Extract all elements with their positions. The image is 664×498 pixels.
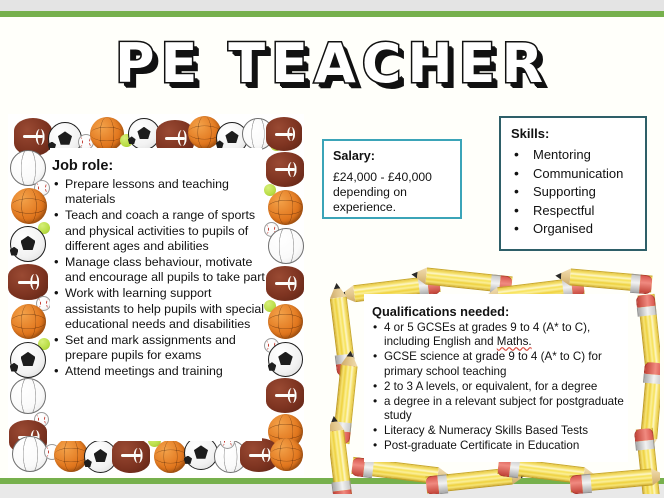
- list-item-text: a degree in a relevant subject for postgraduate study: [384, 394, 624, 422]
- misspelled-word: Maths.: [496, 335, 532, 349]
- list-item: [372, 350, 630, 379]
- list-item: [372, 439, 630, 453]
- slide-body: [0, 11, 664, 484]
- basketball-icon: [11, 188, 47, 224]
- job-role-heading: Job role:: [52, 158, 114, 174]
- football-icon: [266, 266, 304, 301]
- soccer-ball-icon: [268, 342, 303, 377]
- list-item-text: GCSE science at grade 9 to 4 (A* to C) for primary school teaching: [384, 350, 602, 378]
- list-item: • Mentoring: [511, 146, 639, 165]
- salary-heading: Salary:: [333, 149, 376, 163]
- basketball-icon: [11, 304, 46, 339]
- salary-box: [322, 139, 462, 219]
- football-icon: [266, 117, 302, 151]
- list-item-text: 2 to 3 A levels, or equivalent, for a degree: [384, 379, 598, 393]
- basketball-icon: [90, 117, 124, 151]
- skills-heading: Skills:: [511, 126, 550, 141]
- qualifications-heading: Qualifications needed:: [372, 304, 510, 319]
- football-icon: [8, 264, 48, 300]
- basketball-icon: [154, 440, 187, 473]
- list-item-text: Literacy & Numeracy Skills Based Tests: [384, 423, 589, 437]
- soccer-ball-icon: [184, 436, 218, 470]
- list-item: • Organised: [511, 220, 639, 239]
- basketball-icon: [270, 438, 303, 471]
- list-item: • Prepare lessons and teaching materials: [52, 177, 266, 207]
- pencil-icon: [638, 294, 660, 371]
- skills-box: [499, 116, 647, 251]
- basketball-icon: [268, 190, 303, 225]
- list-item: • Attend meetings and training: [52, 364, 266, 379]
- skills-list: [511, 146, 639, 239]
- volleyball-icon: [10, 378, 46, 414]
- job-role-list: [52, 177, 266, 380]
- basketball-icon: [54, 438, 88, 472]
- list-item: [372, 395, 630, 424]
- list-item: • Manage class behaviour, motivate and encourage all pupils to take part: [52, 255, 266, 285]
- list-item-text: Post-graduate Certificate in Education: [384, 438, 580, 452]
- football-icon: [266, 152, 304, 187]
- qualifications-panel: [330, 262, 660, 494]
- list-item: • Work with learning support assistants to help pupils with special educational needs and disabilities: [52, 286, 266, 332]
- soccer-ball-icon: [10, 342, 46, 378]
- list-item: [372, 424, 630, 438]
- list-item: • Teach and coach a range of sports and physical activities to pupils of different ages and abilities: [52, 208, 266, 254]
- football-icon: [266, 378, 304, 413]
- soccer-ball-icon: [10, 226, 46, 262]
- list-item: • Set and mark assignments and prepare pupils for exams: [52, 333, 266, 363]
- top-margin: [0, 0, 664, 11]
- list-item: • Communication: [511, 165, 639, 184]
- job-role-content: [52, 158, 266, 381]
- list-item: • Respectful: [511, 202, 639, 221]
- basketball-icon: [268, 304, 303, 339]
- qualifications-list: [372, 321, 630, 453]
- list-item: [372, 380, 630, 394]
- salary-text: £24,000 - £40,000 depending on experience.: [333, 170, 432, 214]
- list-item: • Supporting: [511, 183, 639, 202]
- volleyball-icon: [268, 228, 304, 264]
- job-role-panel: [8, 114, 304, 475]
- football-icon: [112, 438, 150, 473]
- list-item: [372, 321, 630, 350]
- page-title: PE TEACHER: [114, 32, 550, 95]
- page-title-wrap: [0, 32, 664, 95]
- qualifications-content: [372, 304, 630, 454]
- list-item-text: 4 or 5 GCSEs at grades 9 to 4 (A* to C), including English and: [384, 321, 591, 349]
